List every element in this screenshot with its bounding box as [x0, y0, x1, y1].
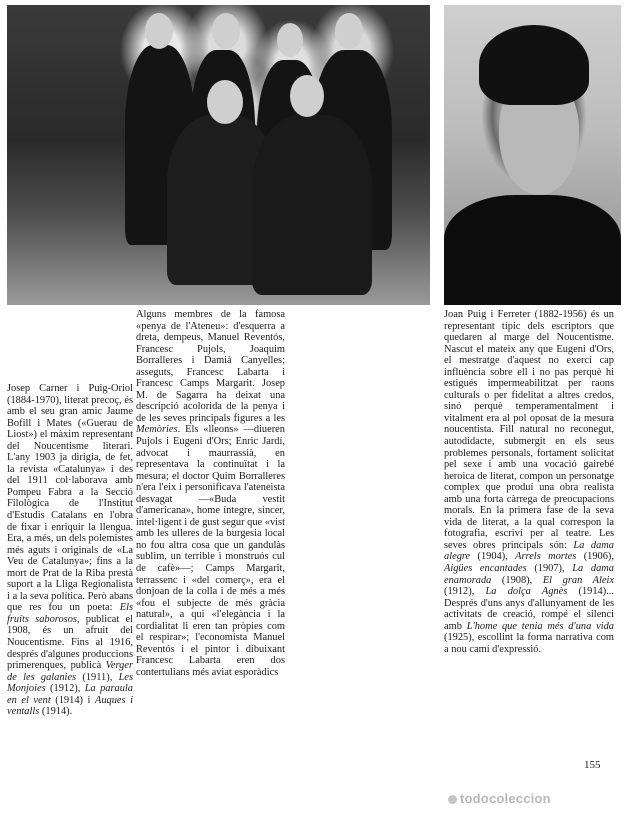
portrait-photo-puig-ferreter	[444, 5, 621, 305]
caption-text: (1914) i	[50, 694, 95, 706]
caption-puig-ferreter	[444, 309, 614, 655]
watermark-logo-icon	[448, 795, 457, 804]
caption-text: (1907),	[526, 563, 573, 575]
work-title: Aigües encantades	[444, 563, 527, 575]
caption-penya-ateneu	[136, 309, 285, 679]
group-photo-penya-ateneu	[7, 5, 430, 305]
face	[145, 13, 173, 49]
watermark-text: todocoleccion	[460, 791, 551, 806]
work-title: L'home que tenia més d'una vida	[466, 620, 614, 632]
portrait-hair	[479, 25, 589, 105]
caption-text: (1911),	[76, 671, 119, 683]
work-title: Les Monjoies	[7, 671, 133, 695]
caption-text: (1914)... Després d'uns anys d'allunyament de les activitats de creació, rompé el silenci amb	[444, 586, 614, 632]
caption-text: . Els «lleons» —diueren Pujols i Eugeni d'Ors; Enric Jardí, advocat i maurrassià, en representava la continuïtat i la mesura; el doctor Quim Borralleres n'era l'eix i personificava l'ateneista desvagat —«Buda vestit d'americana», home íntegre, sincer, intel·ligent i de gust segur que «vist amb les ulleres de la burgesia local no fou altra cosa que un gandulàs sublim, un terrible i monstruós cul de cafè»—; Camps Margarit, terrassenc i «del comerç», era el donjoan de la colla i de més a més «fou el subjecte de més gràcia natural», a qui «l'elegància i la cordialitat li eren tan pròpies com el respirar»; l'economista Manuel Reventós i el pintor i dibuixant Francesc Labarta eren dos contertulians més aviat esporàdics	[136, 424, 285, 678]
caption-text: Josep Carner i Puig-Oriol (1884-1970), literat precoç, és amb el seu gran amic Jaume Bofill i Mates («Guerau de Liost») el màxim representant del Noucentisme literari. L'any 1903 ja dirigia, de fet, la revista «Catalunya» i des del 1911 col·laborava amb Pompeu Fabra a la Secció Filològica de l'Institut d'Estudis Catalans en l'obra de fixar i enriquir la llengua. Era, a més, un dels polemistes més aguts i originals de «La Veu de Catalunya»; fins a la mort de Prat de la Riba prestà suport a la Lliga Regionalista i a la seva política. Però abans que res fou un poeta:	[7, 383, 133, 614]
work-title: La dolça Agnès	[485, 586, 568, 598]
watermark	[448, 791, 551, 806]
work-title: La dama enamorada	[444, 563, 614, 586]
work-title: Arrels mortes	[515, 551, 577, 563]
work-title: El gran Aleix	[542, 574, 614, 586]
page-number: 155	[584, 759, 601, 771]
caption-josep-carner	[7, 383, 133, 718]
caption-text: (1912),	[45, 683, 85, 695]
seated-figure	[252, 115, 372, 295]
face	[335, 13, 363, 49]
work-title: La paraula en el vent	[7, 683, 133, 706]
caption-text: (1914).	[39, 706, 73, 718]
caption-text: (1906),	[576, 551, 614, 563]
face	[207, 80, 243, 124]
face	[277, 23, 303, 57]
caption-text: (1912),	[444, 586, 486, 598]
portrait-coat	[444, 195, 621, 305]
work-title: Els fruits saborosos	[7, 602, 133, 625]
work-title: Auques i ventalls	[7, 694, 133, 718]
caption-text: (1925), escollint la forma narrativa com a nou camí d'expressió.	[444, 632, 614, 655]
work-title: Verger de les galanies	[7, 660, 133, 683]
caption-text: (1908),	[491, 574, 543, 586]
work-title: Memòries	[136, 424, 178, 436]
caption-text: Joan Puig i Ferreter (1882-1956) és un representant típic dels escriptors que quedaren al marge del Noucentisme. Nascut el mateix any que Eugeni d'Ors, el mestratge d'aquest no exercí cap influència sobre ell i no pas perquè hi estigués impermeabilitzat per raons culturals o per fidelitat a altres credos, sinó perquè temperamentalment i vitalment era al pol oposat de la mesura noucentista. Fill natural no reconegut, autodidacte, submergit en els seus problemes personals, fortament solicitat pel sexe i amb una vocació gairebé heroica de literat, compon un personatge complex que produí una obra realista amb una forta càrrega de preocupacions morals. En la primera fase de la seva vida de literat, a la qual correspon la fotografia, escriví per al teatre. Les seves obres principals són:	[444, 309, 614, 551]
caption-text: Alguns membres de la famosa «penya de l'Ateneu»: d'esquerra a dreta, dempeus, Manuel Reventós, Francesc Pujols, Joaquim Borralleres i Damià Canyelles; asseguts, Francesc Labarta i Francesc Camps Margarit. Josep M. de Sagarra ha deixat una descripció acolorida de la penya i de les seves principals figures a les	[136, 309, 285, 424]
face	[212, 13, 240, 49]
face	[290, 75, 324, 117]
work-title: La dama alegre	[444, 539, 614, 563]
caption-text: , publicat el 1908, és un afruit del Noucentisme. Fins al 1916, després d'algunes produccions primerenques, publicà	[7, 613, 133, 672]
caption-text: (1904),	[470, 551, 516, 563]
